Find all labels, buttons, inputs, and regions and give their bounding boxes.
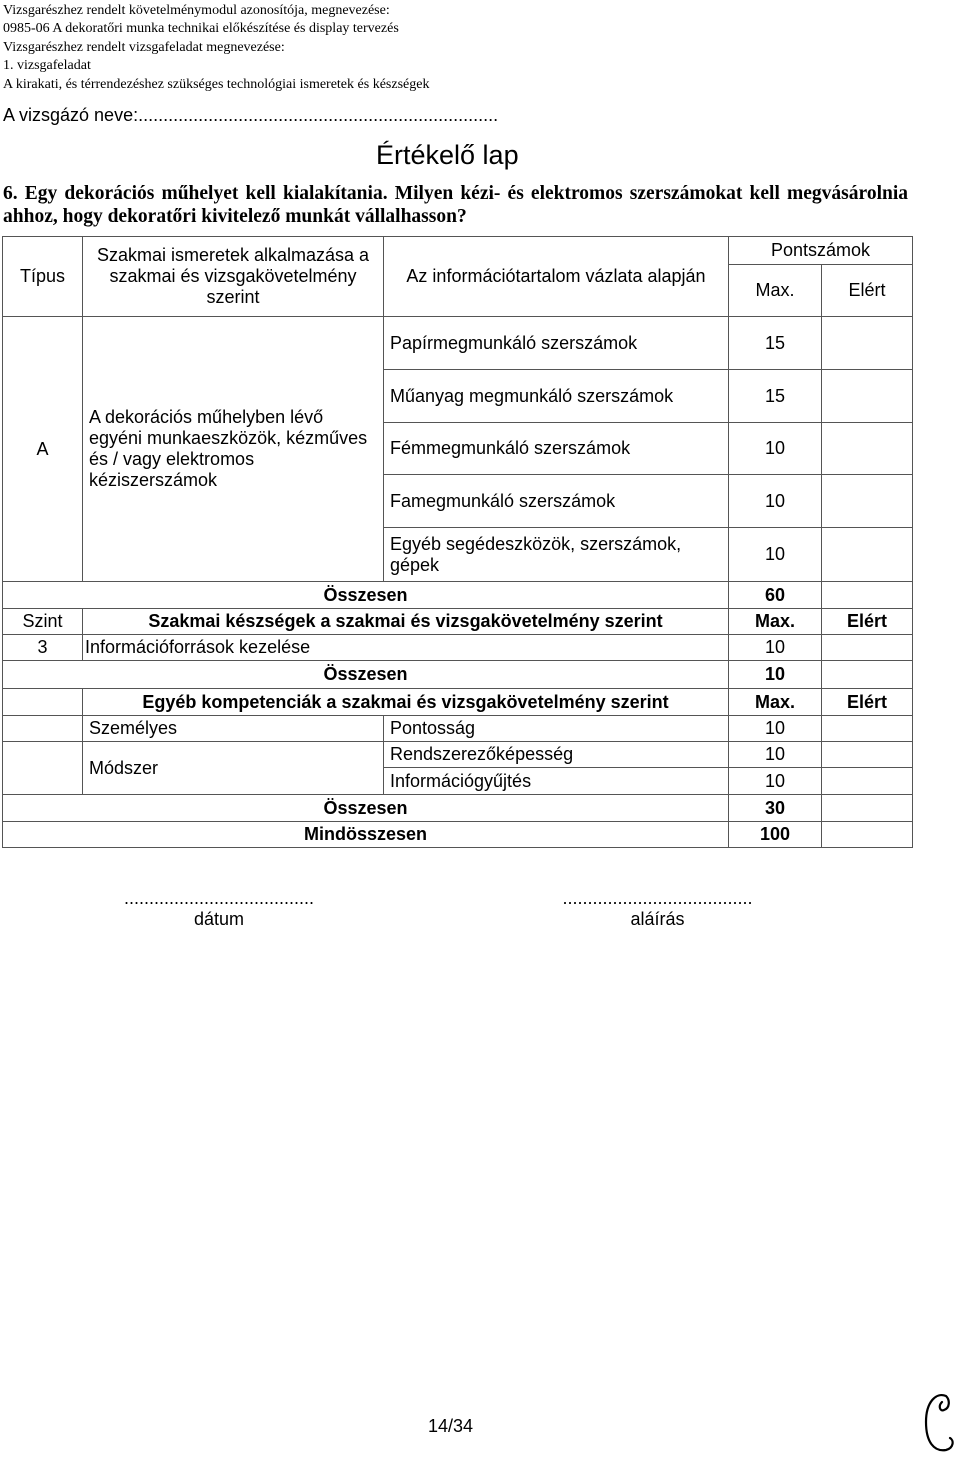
other-empty-cell (3, 689, 83, 716)
method-achieved (822, 742, 913, 768)
other-max-header: Max. (729, 689, 822, 716)
section-a-total: 60 (729, 582, 822, 609)
signature-block (525, 888, 790, 930)
personal-item: Pontosság (384, 716, 729, 742)
candidate-name-line: A vizsgázó neve:........................................................................ (3, 105, 499, 125)
method-max: 10 (729, 768, 822, 795)
other-total-label: Összesen (3, 795, 729, 822)
item-achieved (822, 370, 913, 423)
section-a-achieved (822, 582, 913, 609)
item-achieved (822, 423, 913, 475)
header-line-5: A kirakati, és térrendezéshez szükséges technológiai ismeretek és készségek (3, 76, 430, 92)
grand-total: 100 (729, 822, 822, 848)
item-max: 10 (729, 475, 822, 528)
item-label: Műanyag megmunkáló szerszámok (384, 370, 729, 423)
method-item: Információgyűjtés (384, 768, 729, 795)
header-type: Típus (3, 237, 83, 317)
page-title: Értékelő lap (376, 140, 519, 170)
other-competences-title: Egyéb kompetenciák a szakmai és vizsgakövetelmény szerint (83, 689, 729, 716)
skills-achieved (822, 661, 913, 689)
item-max: 15 (729, 317, 822, 370)
skills-achieved-header: Elért (822, 609, 913, 635)
handwritten-logo-icon (920, 1388, 956, 1458)
page-number: 14/34 (428, 1416, 474, 1436)
signature-label: aláírás (630, 909, 685, 929)
header-line-2: 0985-06 A dekoratőri munka technikai előkészítése és display tervezés (3, 21, 399, 37)
other-achieved (822, 795, 913, 822)
task-question: 6. Egy dekorációs műhelyet kell kialakítania. Milyen kézi- és elektromos szerszámokat kell megvásárolnia ahhoz, hogy dekoratőri kivitelező munkát vállalhasson? (3, 183, 908, 227)
personal-achieved (822, 716, 913, 742)
other-total: 30 (729, 795, 822, 822)
skill-max: 10 (729, 635, 822, 661)
header-line-3: Vizsgarészhez rendelt vizsgafeladat megnevezése: (3, 39, 285, 55)
section-a-description: A dekorációs műhelyben lévő egyéni munkaeszközök, kézműves és / vagy elektromos kéziszerszámok (83, 317, 384, 582)
item-achieved (822, 317, 913, 370)
skills-title: Szakmai készségek a szakmai és vizsgakövetelmény szerint (83, 609, 729, 635)
item-label: Egyéb segédeszközök, szerszámok, gépek (384, 528, 729, 582)
other-empty-cell (3, 716, 83, 742)
header-achieved: Elért (822, 265, 913, 317)
other-empty-cell (3, 742, 83, 795)
header-max: Max. (729, 265, 822, 317)
skills-total: 10 (729, 661, 822, 689)
header-professional-knowledge: Szakmai ismeretek alkalmazása a szakmai és vizsgakövetelmény szerint (83, 237, 384, 317)
signature-dots: ...................................... (562, 888, 753, 908)
evaluation-table (2, 236, 913, 848)
section-a-total-label: Összesen (3, 582, 729, 609)
item-label: Famegmunkáló szerszámok (384, 475, 729, 528)
item-achieved (822, 528, 913, 582)
item-max: 15 (729, 370, 822, 423)
item-max: 10 (729, 528, 822, 582)
item-label: Papírmegmunkáló szerszámok (384, 317, 729, 370)
method-max: 10 (729, 742, 822, 768)
date-dots: ...................................... (123, 888, 315, 908)
section-a-type: A (3, 317, 83, 582)
grand-total-achieved (822, 822, 913, 848)
method-item: Rendszerezőképesség (384, 742, 729, 768)
page-header (3, 2, 429, 94)
header-line-1: Vizsgarészhez rendelt követelménymodul azonosítója, megnevezése: (3, 3, 390, 18)
method-achieved (822, 768, 913, 795)
date-signature-block (88, 888, 350, 930)
skill-level: 3 (3, 635, 83, 661)
item-achieved (822, 475, 913, 528)
header-info-outline: Az információtartalom vázlata alapján (384, 237, 729, 317)
skills-max-header: Max. (729, 609, 822, 635)
item-max: 10 (729, 423, 822, 475)
personal-max: 10 (729, 716, 822, 742)
header-points: Pontszámok (729, 237, 913, 265)
method-label: Módszer (83, 742, 384, 795)
skill-label: Információforrások kezelése (83, 635, 729, 661)
other-achieved-header: Elért (822, 689, 913, 716)
item-label: Fémmegmunkáló szerszámok (384, 423, 729, 475)
skills-level-header: Szint (3, 609, 83, 635)
header-line-4: 1. vizsgafeladat (3, 58, 91, 74)
skills-total-label: Összesen (3, 661, 729, 689)
skill-achieved (822, 635, 913, 661)
personal-label: Személyes (83, 716, 384, 742)
date-label: dátum (193, 909, 245, 929)
grand-total-label: Mindösszesen (3, 822, 729, 848)
